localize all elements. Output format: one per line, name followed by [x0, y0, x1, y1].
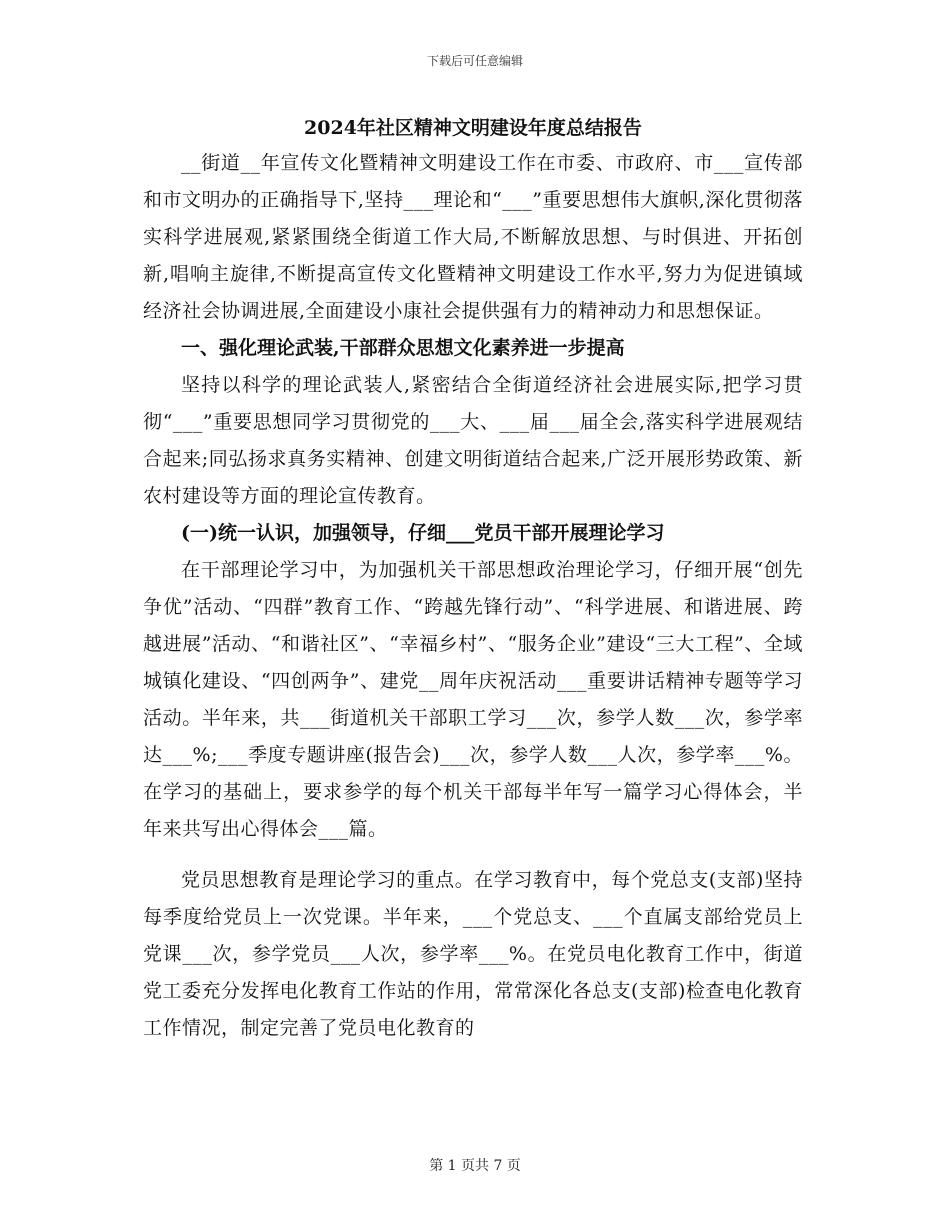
section-1-paragraph: 坚持以科学的理论武装人,紧密结合全街道经济社会进展实际,把学习贯彻“___”重要思想同学习贯彻党的___大、___届___届全会,落实科学进展观结合起来;同弘扬求真务实精神、创建文明街道结合起来,广泛开展形势政策、新农村建设等方面的理论宣传教育。	[143, 374, 803, 507]
section-1-heading: 一、强化理论武装,干部群众思想文化素养进一步提高	[181, 337, 625, 359]
subsection-1-paragraph: 在干部理论学习中，为加强机关干部思想政治理论学习，仔细开展“创先争优”活动、“四群”教育工作、“跨越先锋行动”、“科学进展、和谐进展、跨越进展”活动、“和谐社区”、“幸福乡村”、“服务企业”建设“三大工程”、全域城镇化建设、“四创两争”、建党__周年庆祝活动___重要讲话精神专题等学习活动。半年来，共___街道机关干部职工学习___次，参学人数___次，参学率达___%;___季度专题讲座(报告会)___次，参学人数___人次，参学率___%。在学习的基础上，要求参学的每个机关干部每半年写一篇学习心得体会，半年来共写出心得体会___篇。	[143, 559, 803, 840]
document-title: 2024年社区精神文明建设年度总结报告	[304, 117, 642, 139]
subsection-1-paragraph-2: 党员思想教育是理论学习的重点。在学习教育中，每个党总支(支部)坚持每季度给党员上一次党课。半年来，___个党总支、___个直属支部给党员上党课___次，参学党员___人次，参学率___%。在党员电化教育工作中，街道党工委充分发挥电化教育工作站的作用，常常深化各总支(支部)检查电化教育工作情况，制定完善了党员电化教育的	[143, 869, 803, 1039]
page-number-footer: 第 1 页共 7 页	[429, 1158, 521, 1174]
document-content	[143, 113, 803, 1047]
intro-paragraph: __街道__年宣传文化暨精神文明建设工作在市委、市政府、市___宣传部和市文明办的正确指导下,坚持___理论和“___”重要思想伟大旗帜,深化贯彻落实科学进展观,紧紧围绕全街道工作大局,不断解放思想、与时俱进、开拓创新,唱响主旋律,不断提高宣传文化暨精神文明建设工作水平,努力为促进镇域经济社会协调进展,全面建设小康社会提供强有力的精神动力和思想保证。	[143, 152, 803, 322]
header-note: 下载后可任意编辑	[426, 54, 523, 68]
subsection-1-heading: (一)统一认识，加强领导，仔细___党员干部开展理论学习	[181, 522, 665, 544]
